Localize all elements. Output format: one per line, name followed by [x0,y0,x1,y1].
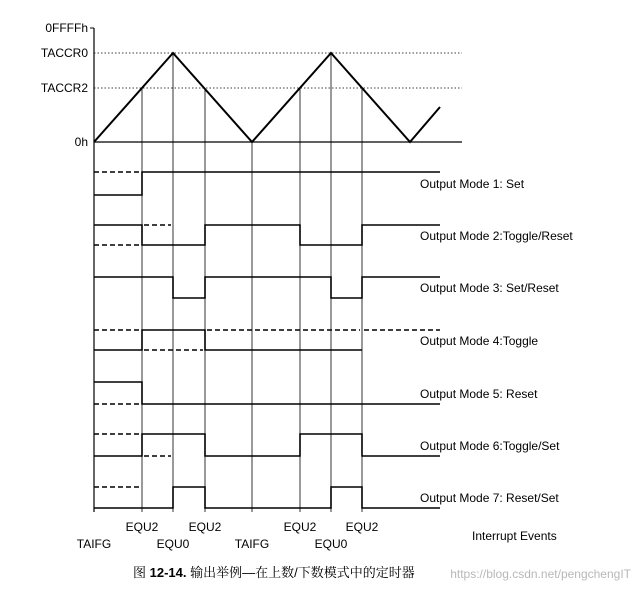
event-label-equ2-2: EQU2 [188,520,222,534]
axis-label-0h: 0h [74,135,88,149]
axis-label-taccr2: TACCR2 [40,81,88,95]
event-label-equ2-3: EQU2 [283,520,317,534]
mode-6-label: Output Mode 6:Toggle/Set [420,439,560,453]
watermark: https://blog.csdn.net/pengchengIT [450,567,631,581]
mode-2-label: Output Mode 2:Toggle/Reset [420,229,573,243]
event-label-taifg-2: TAIFG [234,537,270,551]
mode-3-waveform [94,277,440,298]
mode-6-signal [94,434,440,456]
mode-4-signal [94,330,362,350]
mode-1-signal [94,172,440,195]
event-label-taifg-1: TAIFG [76,537,112,551]
caption-prefix: 图 [133,565,150,580]
mode-6-waveform [94,434,440,456]
mode-7-waveform [94,487,440,508]
mode-5-label: Output Mode 5: Reset [420,387,538,401]
caption-text: 输出举例—在上数/下数模式中的定时器 [186,565,415,580]
mode-3-label: Output Mode 3: Set/Reset [420,281,559,295]
event-lines [142,53,362,512]
mode-4-waveform [94,330,440,350]
mode-7-label: Output Mode 7: Reset/Set [420,491,559,505]
event-label-equ0-1: EQU0 [156,537,190,551]
mode-2-signal [94,225,440,245]
mode-1-label: Output Mode 1: Set [420,177,525,191]
figure-caption [133,565,415,580]
interrupt-events-title: Interrupt Events [472,529,557,543]
event-label-equ2-1: EQU2 [125,520,159,534]
mode-3-signal [94,277,440,298]
mode-5-waveform [94,382,440,404]
mode-7-signal [94,487,440,508]
axis-label-0ffffh: 0FFFFh [45,21,88,35]
event-label-equ0-2: EQU0 [314,537,348,551]
event-label-equ2-4: EQU2 [345,520,379,534]
mode-1-waveform [94,172,440,195]
axis-label-taccr0: TACCR0 [40,46,88,60]
counter-waveform [94,53,440,142]
mode-5-signal [94,382,440,404]
caption-number: 12-14. [149,565,187,580]
mode-2-waveform [94,225,440,245]
mode-4-label: Output Mode 4:Toggle [420,334,539,348]
